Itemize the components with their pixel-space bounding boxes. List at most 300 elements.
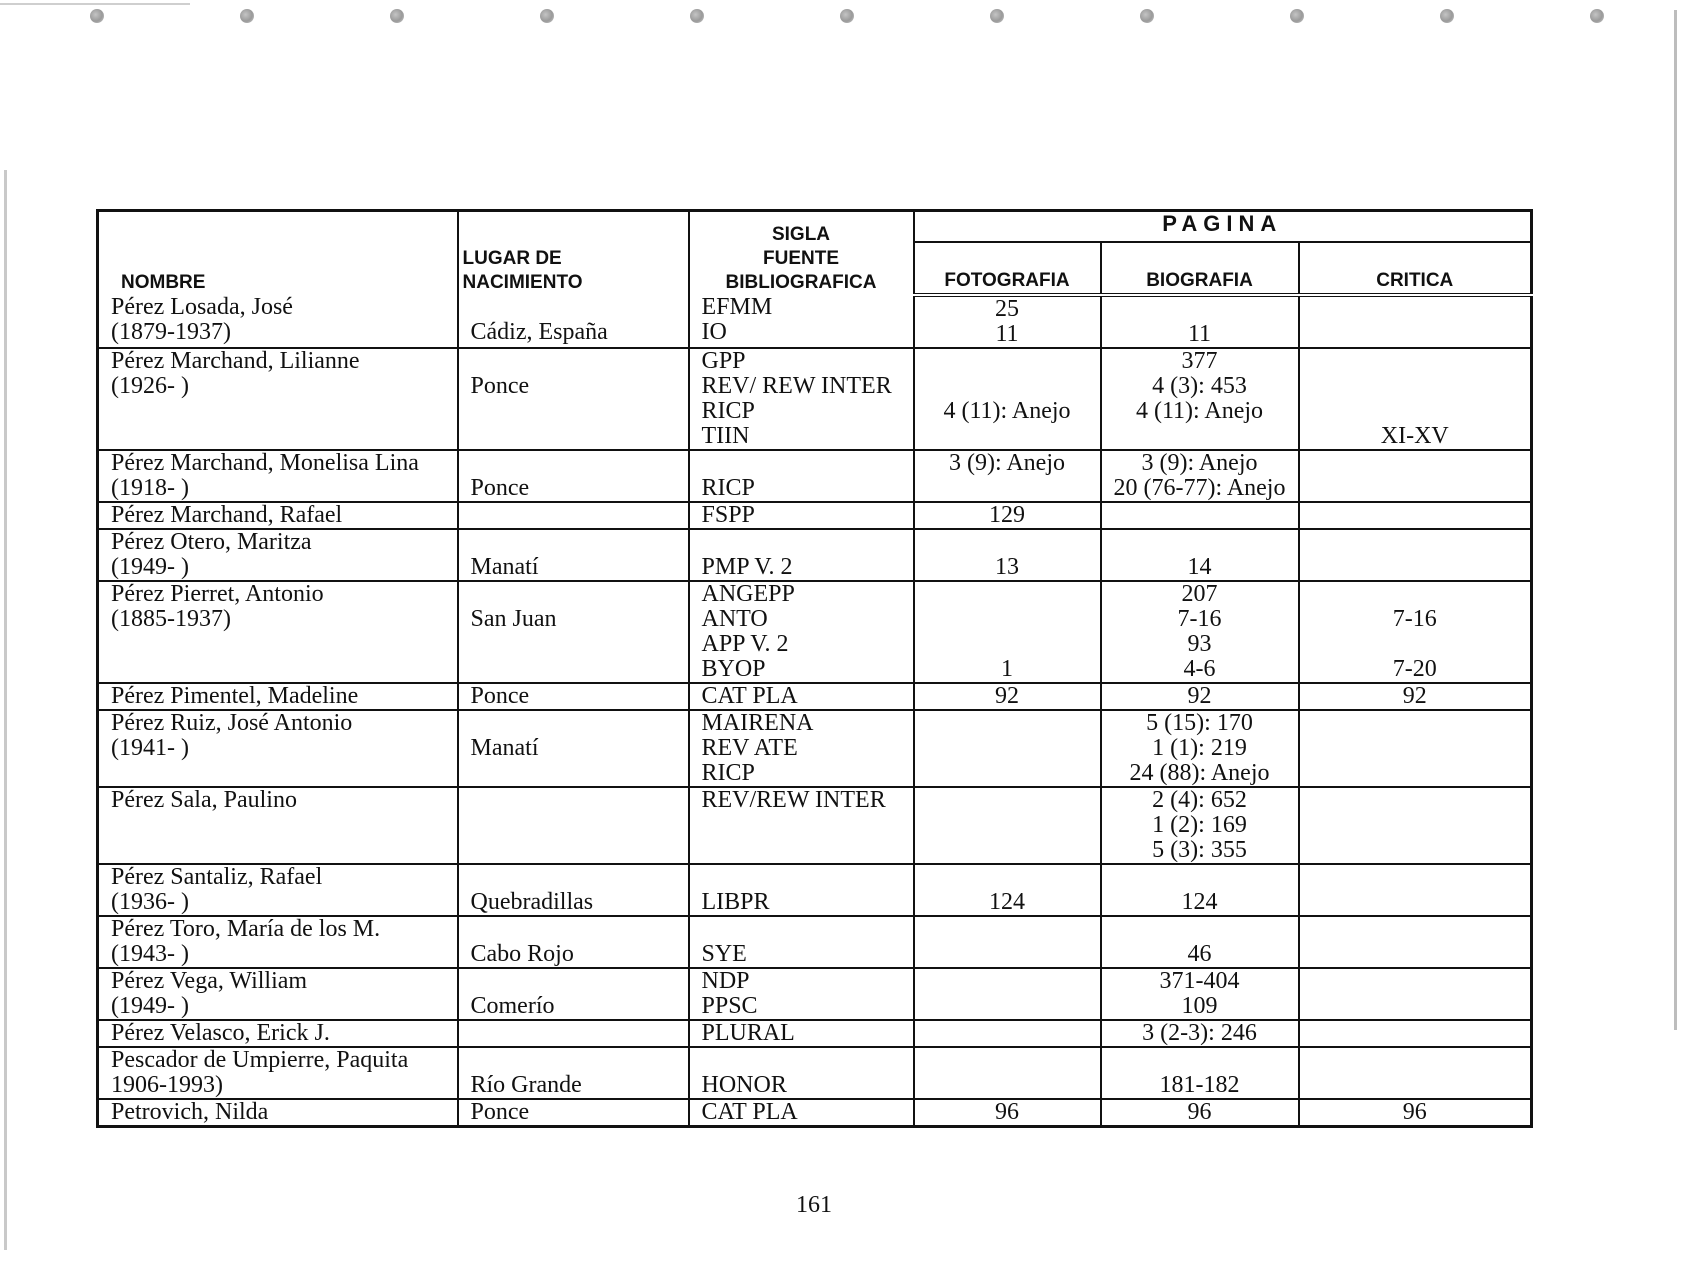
cell-line: (1949- ) <box>111 993 189 1019</box>
cell-critica <box>1299 787 1532 864</box>
cell-line: 92 <box>1402 683 1427 709</box>
cell-line <box>1300 1073 1531 1098</box>
cell-biografia <box>1101 1099 1299 1127</box>
cell-sigla <box>689 1020 914 1047</box>
table-row <box>98 787 1532 864</box>
cell-lugar <box>458 502 689 529</box>
cell-line: ANTO <box>701 606 768 632</box>
cell-line <box>471 399 688 424</box>
cell-line: XI-XV <box>1380 423 1449 449</box>
table-row <box>98 1020 1532 1047</box>
cell-line: ANGEPP <box>701 581 795 607</box>
table-row <box>98 683 1532 710</box>
bibliography-index-table <box>96 209 1533 1128</box>
table-row <box>98 502 1532 529</box>
cell-biografia <box>1101 1047 1299 1099</box>
cell-line <box>1300 711 1531 736</box>
cell-line: 96 <box>995 1099 1019 1125</box>
cell-line <box>471 969 688 994</box>
cell-line <box>702 838 913 863</box>
cell-line <box>915 530 1100 555</box>
cell-line <box>471 711 688 736</box>
cell-line <box>1300 994 1531 1019</box>
binder-hole-icon <box>540 9 554 23</box>
cell-line <box>915 711 1100 736</box>
cell-line: 4 (11): Anejo <box>943 398 1071 424</box>
cell-critica <box>1299 916 1532 968</box>
cell-line <box>471 451 688 476</box>
binder-hole-icon <box>390 9 404 23</box>
cell-nombre <box>98 1047 458 1099</box>
cell-line <box>1300 322 1531 347</box>
cell-line: 3 (9): Anejo <box>949 450 1065 476</box>
cell-sigla <box>689 348 914 450</box>
cell-nombre <box>98 683 458 710</box>
cell-nombre <box>98 1020 458 1047</box>
cell-line: 96 <box>1187 1099 1212 1125</box>
cell-line <box>1300 555 1531 580</box>
cell-line: 124 <box>1181 889 1218 915</box>
cell-line: Pérez Sala, Paulino <box>111 787 297 813</box>
cell-critica <box>1299 1099 1532 1127</box>
header-critica: CRITICA <box>1299 242 1532 295</box>
cell-line <box>111 399 457 424</box>
cell-line <box>1102 917 1298 942</box>
cell-critica <box>1299 864 1532 916</box>
table-row <box>98 1047 1532 1099</box>
cell-line: 7-20 <box>1392 656 1437 682</box>
cell-fotografia <box>914 916 1101 968</box>
cell-line <box>1300 374 1531 399</box>
cell-lugar <box>458 1099 689 1127</box>
cell-line: 1906-1993) <box>111 1072 223 1098</box>
cell-lugar <box>458 348 689 450</box>
cell-line <box>1300 969 1531 994</box>
cell-fotografia <box>914 683 1101 710</box>
cell-line <box>1300 582 1531 607</box>
cell-critica <box>1299 581 1532 683</box>
cell-line <box>915 838 1100 863</box>
cell-line <box>1300 1021 1531 1046</box>
cell-line: 96 <box>1402 1099 1427 1125</box>
cell-line <box>471 657 688 682</box>
cell-line: (1918- ) <box>111 475 189 501</box>
header-biografia: BIOGRAFIA <box>1101 242 1299 295</box>
cell-line: Pérez Marchand, Rafael <box>111 502 343 528</box>
cell-line: (1926- ) <box>111 373 189 399</box>
cell-line: RICP <box>701 760 755 786</box>
cell-lugar <box>458 295 689 348</box>
cell-critica <box>1299 348 1532 450</box>
cell-line <box>1300 890 1531 915</box>
cell-line <box>1300 813 1531 838</box>
cell-fotografia <box>914 968 1101 1020</box>
cell-fotografia <box>914 581 1101 683</box>
cell-line: Ponce <box>470 475 530 501</box>
cell-line: 7-16 <box>1392 606 1437 632</box>
cell-line: Río Grande <box>470 1072 582 1098</box>
cell-lugar <box>458 710 689 787</box>
cell-fotografia <box>914 450 1101 502</box>
cell-line <box>915 865 1100 890</box>
cell-line <box>471 503 688 528</box>
cell-line: 5 (3): 355 <box>1152 837 1247 863</box>
cell-line <box>1300 503 1531 528</box>
cell-line <box>1300 1048 1531 1073</box>
cell-sigla <box>689 710 914 787</box>
cell-line: Petrovich, Nilda <box>111 1099 269 1125</box>
cell-line: Pérez Otero, Maritza <box>111 529 312 555</box>
cell-line: HONOR <box>701 1072 787 1098</box>
cell-nombre <box>98 295 458 348</box>
cell-line: 377 <box>1181 348 1218 374</box>
cell-line <box>1300 736 1531 761</box>
cell-line <box>915 476 1100 501</box>
cell-line <box>1300 297 1531 322</box>
cell-line <box>915 788 1100 813</box>
cell-line: Pérez Losada, José <box>111 294 293 320</box>
table-row <box>98 968 1532 1020</box>
cell-line <box>471 813 688 838</box>
cell-line <box>915 424 1100 449</box>
table-row <box>98 916 1532 968</box>
cell-fotografia <box>914 1020 1101 1047</box>
cell-line: 14 <box>1187 554 1212 580</box>
cell-nombre <box>98 864 458 916</box>
cell-line <box>1300 530 1531 555</box>
header-nombre: NOMBRE <box>98 211 458 296</box>
cell-line: FSPP <box>701 502 755 528</box>
cell-line: Pérez Ruiz, José Antonio <box>111 710 353 736</box>
cell-line: 92 <box>995 683 1019 709</box>
cell-sigla <box>689 1047 914 1099</box>
cell-line: Ponce <box>470 683 530 709</box>
binder-holes <box>90 9 1600 29</box>
cell-sigla <box>689 529 914 581</box>
cell-line: APP V. 2 <box>701 631 789 657</box>
cell-line <box>111 838 457 863</box>
cell-line <box>915 582 1100 607</box>
cell-line <box>1300 632 1531 657</box>
cell-sigla <box>689 581 914 683</box>
cell-line <box>111 657 457 682</box>
cell-nombre <box>98 529 458 581</box>
cell-line: (1936- ) <box>111 889 189 915</box>
cell-fotografia <box>914 348 1101 450</box>
cell-line <box>1300 399 1531 424</box>
table-row <box>98 348 1532 450</box>
cell-line <box>1300 476 1531 501</box>
cell-line: TIIN <box>701 423 750 449</box>
cell-sigla <box>689 864 914 916</box>
cell-critica <box>1299 502 1532 529</box>
cell-line <box>915 736 1100 761</box>
header-sigla: SIGLA FUENTE BIBLIOGRAFICA <box>689 211 914 296</box>
cell-line <box>915 969 1100 994</box>
cell-line: 20 (76-77): Anejo <box>1113 475 1286 501</box>
cell-lugar <box>458 450 689 502</box>
cell-lugar <box>458 581 689 683</box>
cell-line <box>1300 838 1531 863</box>
cell-line <box>471 424 688 449</box>
cell-line: Cádiz, España <box>470 319 608 345</box>
cell-biografia <box>1101 502 1299 529</box>
cell-nombre <box>98 1099 458 1127</box>
cell-line: San Juan <box>470 606 557 632</box>
cell-line: CAT PLA <box>701 1099 798 1125</box>
cell-line <box>1300 349 1531 374</box>
cell-line <box>471 838 688 863</box>
cell-line <box>1102 503 1298 528</box>
cell-line: 24 (88): Anejo <box>1129 760 1270 786</box>
cell-fotografia <box>914 1099 1101 1127</box>
cell-line: Pérez Marchand, Monelisa Lina <box>111 450 419 476</box>
cell-biografia <box>1101 916 1299 968</box>
cell-line <box>915 349 1100 374</box>
scan-edge-line <box>0 3 190 5</box>
cell-critica <box>1299 968 1532 1020</box>
cell-line: 124 <box>989 889 1025 915</box>
cell-line: 4 (3): 453 <box>1152 373 1247 399</box>
cell-line: Manatí <box>470 554 539 580</box>
cell-line <box>471 761 688 786</box>
cell-line: 46 <box>1187 941 1212 967</box>
cell-line: (1885-1937) <box>111 606 231 632</box>
cell-line <box>111 761 457 786</box>
cell-sigla <box>689 502 914 529</box>
cell-line <box>915 1048 1100 1073</box>
cell-lugar <box>458 916 689 968</box>
header-fotografia: FOTOGRAFIA <box>914 242 1101 295</box>
cell-biografia <box>1101 348 1299 450</box>
cell-line: 207 <box>1181 581 1218 607</box>
cell-line <box>915 1021 1100 1046</box>
cell-line <box>915 374 1100 399</box>
cell-line: Pérez Santaliz, Rafael <box>111 864 323 890</box>
cell-line <box>915 994 1100 1019</box>
cell-biografia <box>1101 1020 1299 1047</box>
cell-line: 109 <box>1181 993 1218 1019</box>
table-row <box>98 710 1532 787</box>
cell-line: 181-182 <box>1159 1072 1240 1098</box>
cell-biografia <box>1101 787 1299 864</box>
cell-line <box>1102 865 1298 890</box>
cell-biografia <box>1101 529 1299 581</box>
cell-critica <box>1299 1047 1532 1099</box>
cell-line: 2 (4): 652 <box>1152 787 1247 813</box>
cell-line <box>915 813 1100 838</box>
table-row <box>98 529 1532 581</box>
cell-line <box>702 530 913 555</box>
cell-line <box>915 942 1100 967</box>
cell-nombre <box>98 502 458 529</box>
cell-line: PMP V. 2 <box>701 554 793 580</box>
cell-line: 25 <box>995 296 1019 322</box>
cell-line <box>471 1021 688 1046</box>
cell-line <box>471 582 688 607</box>
cell-critica <box>1299 450 1532 502</box>
cell-line: NDP <box>701 968 750 994</box>
cell-line: Pescador de Umpierre, Paquita <box>111 1047 409 1073</box>
cell-line: 1 <box>1001 656 1013 682</box>
cell-line: 3 (2-3): 246 <box>1142 1020 1257 1046</box>
cell-line <box>111 424 457 449</box>
binder-hole-icon <box>990 9 1004 23</box>
cell-line <box>471 917 688 942</box>
cell-line: Pérez Pierret, Antonio <box>111 581 324 607</box>
cell-sigla <box>689 295 914 348</box>
cell-line <box>471 295 688 320</box>
cell-fotografia <box>914 787 1101 864</box>
cell-biografia <box>1101 710 1299 787</box>
cell-line <box>471 632 688 657</box>
cell-line <box>1300 788 1531 813</box>
cell-line: 11 <box>1187 321 1212 347</box>
cell-line: IO <box>701 319 727 345</box>
cell-line: CAT PLA <box>701 683 798 709</box>
cell-line <box>702 865 913 890</box>
table-row <box>98 450 1532 502</box>
cell-fotografia <box>914 529 1101 581</box>
cell-fotografia <box>914 502 1101 529</box>
table-header <box>98 211 1532 296</box>
cell-lugar <box>458 787 689 864</box>
cell-sigla <box>689 968 914 1020</box>
cell-nombre <box>98 710 458 787</box>
cell-line <box>702 813 913 838</box>
cell-critica <box>1299 710 1532 787</box>
cell-line <box>471 865 688 890</box>
cell-lugar <box>458 683 689 710</box>
cell-nombre <box>98 787 458 864</box>
cell-nombre <box>98 968 458 1020</box>
cell-line: Pérez Velasco, Erick J. <box>111 1020 330 1046</box>
cell-line: 4 (11): Anejo <box>1135 398 1264 424</box>
cell-line: (1941- ) <box>111 735 189 761</box>
page-edge-left <box>4 170 7 1250</box>
cell-lugar <box>458 529 689 581</box>
cell-line: 3 (9): Anejo <box>1141 450 1258 476</box>
cell-biografia <box>1101 295 1299 348</box>
cell-line: Pérez Pimentel, Madeline <box>111 683 359 709</box>
cell-line: SYE <box>701 941 747 967</box>
cell-line: EFMM <box>701 294 773 320</box>
cell-line: Quebradillas <box>470 889 594 915</box>
header-pagina: PAGINA <box>914 211 1532 243</box>
binder-hole-icon <box>1140 9 1154 23</box>
cell-sigla <box>689 916 914 968</box>
cell-line: 129 <box>989 502 1025 528</box>
cell-fotografia <box>914 295 1101 348</box>
cell-fotografia <box>914 710 1101 787</box>
cell-line: 7-16 <box>1177 606 1222 632</box>
cell-line <box>471 349 688 374</box>
cell-line: PPSC <box>701 993 758 1019</box>
cell-line: REV/REW INTER <box>701 787 886 813</box>
cell-fotografia <box>914 864 1101 916</box>
cell-line <box>1300 451 1531 476</box>
cell-line <box>1300 917 1531 942</box>
cell-line: 1 (1): 219 <box>1152 735 1247 761</box>
cell-line <box>471 530 688 555</box>
cell-line <box>702 917 913 942</box>
cell-line <box>915 761 1100 786</box>
cell-line: RICP <box>701 398 755 424</box>
cell-line: PLURAL <box>701 1020 795 1046</box>
cell-line <box>915 607 1100 632</box>
cell-line: 1 (2): 169 <box>1152 812 1247 838</box>
cell-line: REV/ REW INTER <box>701 373 892 399</box>
cell-line <box>471 788 688 813</box>
cell-fotografia <box>914 1047 1101 1099</box>
cell-biografia <box>1101 581 1299 683</box>
table-row <box>98 1099 1532 1127</box>
cell-critica <box>1299 1020 1532 1047</box>
cell-sigla <box>689 450 914 502</box>
cell-line <box>111 813 457 838</box>
cell-line: Ponce <box>470 373 530 399</box>
cell-line: MAIRENA <box>701 710 814 736</box>
cell-critica <box>1299 529 1532 581</box>
cell-line <box>471 1048 688 1073</box>
cell-line <box>915 917 1100 942</box>
cell-line: 5 (15): 170 <box>1146 710 1253 736</box>
cell-nombre <box>98 916 458 968</box>
cell-line: 92 <box>1187 683 1212 709</box>
cell-line <box>702 451 913 476</box>
cell-line <box>915 632 1100 657</box>
table-row <box>98 864 1532 916</box>
cell-line <box>915 1073 1100 1098</box>
cell-lugar <box>458 1047 689 1099</box>
cell-line <box>1102 424 1298 449</box>
cell-line: 93 <box>1187 631 1212 657</box>
cell-sigla <box>689 683 914 710</box>
cell-biografia <box>1101 864 1299 916</box>
cell-nombre <box>98 450 458 502</box>
header-lugar: LUGAR DE NACIMIENTO <box>458 211 689 296</box>
cell-line: Ponce <box>470 1099 530 1125</box>
binder-hole-icon <box>1590 9 1604 23</box>
cell-biografia <box>1101 968 1299 1020</box>
cell-line <box>702 1048 913 1073</box>
binder-hole-icon <box>840 9 854 23</box>
cell-sigla <box>689 1099 914 1127</box>
cell-line <box>1102 1048 1298 1073</box>
cell-line <box>1300 942 1531 967</box>
cell-line: Cabo Rojo <box>470 941 574 967</box>
table-body <box>98 295 1532 1127</box>
page-edge-right <box>1674 10 1677 1030</box>
cell-line: Pérez Vega, William <box>111 968 308 994</box>
cell-line: Pérez Toro, María de los M. <box>111 916 381 942</box>
cell-nombre <box>98 581 458 683</box>
cell-line: (1943- ) <box>111 941 189 967</box>
cell-biografia <box>1101 683 1299 710</box>
cell-line: Comerío <box>470 993 555 1019</box>
cell-biografia <box>1101 450 1299 502</box>
cell-line: Manatí <box>470 735 539 761</box>
cell-lugar <box>458 968 689 1020</box>
binder-hole-icon <box>240 9 254 23</box>
cell-lugar <box>458 864 689 916</box>
cell-line: 4-6 <box>1183 656 1216 682</box>
cell-line: 371-404 <box>1159 968 1240 994</box>
table-row <box>98 581 1532 683</box>
cell-line: (1879-1937) <box>111 319 231 345</box>
cell-line <box>1102 530 1298 555</box>
cell-sigla <box>689 787 914 864</box>
